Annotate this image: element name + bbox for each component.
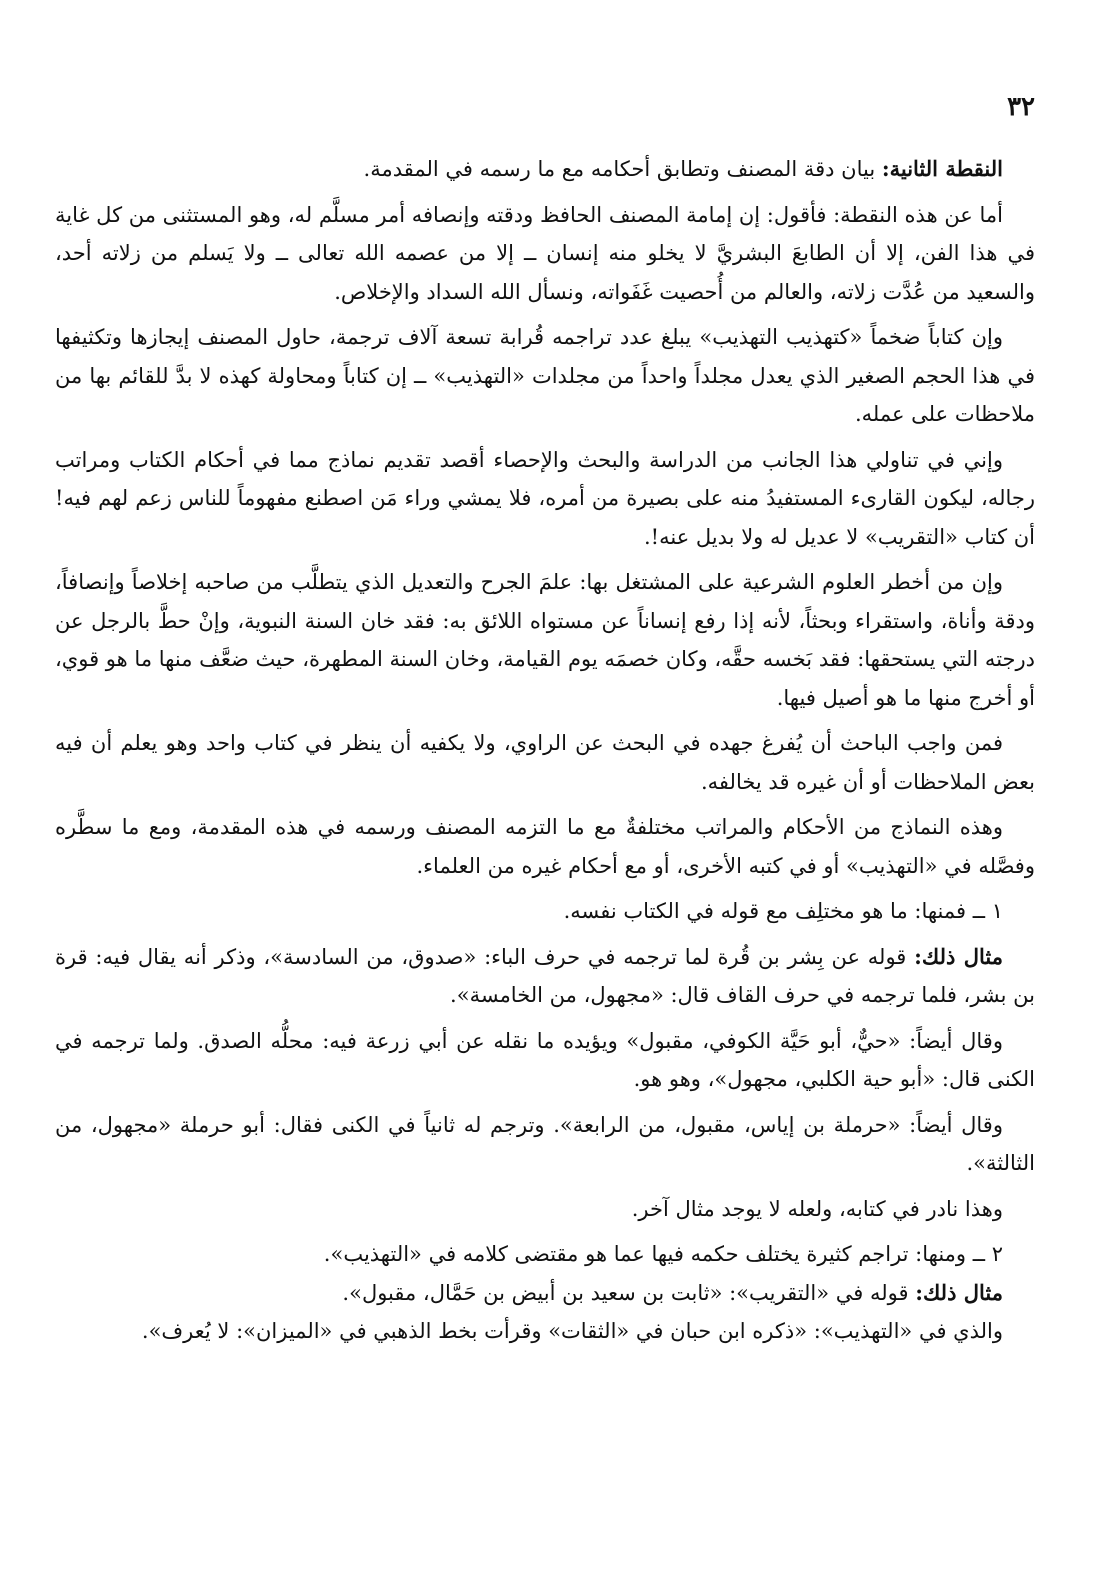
paragraph-text: أما عن هذه النقطة: فأقول: إن إمامة المصنف الحافظ ودقته وإنصافه أمر مسلَّم له، وهو المستثنى من كل غاية في هذا الفن، إلا أن الطابعَ البشريَّ لا يخلو منه إنسان ــ إلا من عصمه الله تعالى ــ ولا يَسلم من زلاته أحد، والسعيد من عُدَّت زلاته، والعالم من أُحصيت غَفَواته، ونسأل الله السداد والإخلاص. <box>55 202 1035 304</box>
paragraph-text: فمن واجب الباحث أن يُفرغ جهده في البحث عن الراوي، ولا يكفيه أن ينظر في كتاب واحد وهو يعلم أن فيه بعض الملاحظات أو أن غيره قد يخالفه. <box>55 731 1035 794</box>
paragraph-text: وقال أيضاً: «حيٌّ، أبو حَيَّة الكوفي، مقبول» ويؤيده ما نقله عن أبي زرعة فيه: محلُّه الصدق. ولما ترجمه في الكنى قال: «أبو حية الكلبي، مجهول»، وهو هو. <box>55 1028 1035 1091</box>
example-paragraph <box>55 1274 1035 1313</box>
paragraph-text: ٢ ــ ومنها: تراجم كثيرة يختلف حكمه فيها عما هو مقتضى كلامه في «التهذيب». <box>323 1242 1003 1266</box>
paragraph <box>55 1190 1035 1229</box>
list-item-1 <box>55 892 1035 931</box>
paragraph <box>55 1312 1035 1351</box>
paragraph <box>55 318 1035 434</box>
paragraph-text: بيان دقة المصنف وتطابق أحكامه مع ما رسمه في المقدمة. <box>363 157 882 181</box>
paragraph <box>55 196 1035 312</box>
paragraph-text: وإني في تناولي هذا الجانب من الدراسة والبحث والإحصاء أقصد تقديم نماذج مما في أحكام الكتاب ومراتب رجاله، ليكون القارىء المستفيدُ منه على بصيرة من أمره، فلا يمشي وراء مَن اصطنع مفهوماً للناس زعم لهم فيه! أن كتاب «التقريب» لا عديل له ولا بديل عنه!. <box>55 447 1035 549</box>
paragraph-text: قوله في «التقريب»: «ثابت بن سعيد بن أبيض بن حَمَّال، مقبول». <box>342 1280 916 1305</box>
example-paragraph <box>55 938 1035 1015</box>
paragraph <box>55 1022 1035 1099</box>
paragraph-text: وهذا نادر في كتابه، ولعله لا يوجد مثال آخر. <box>631 1196 1003 1221</box>
example-lead: مثال ذلك: <box>914 943 1003 969</box>
list-item-2 <box>55 1235 1035 1274</box>
page-body <box>55 150 1035 1358</box>
page-number: ٣٢ <box>1007 92 1035 122</box>
paragraph <box>55 563 1035 717</box>
paragraph <box>55 808 1035 885</box>
paragraph-text: وإن كتاباً ضخماً «كتهذيب التهذيب» يبلغ عدد تراجمه قُرابة تسعة آلاف ترجمة، حاول المصنف إيجازها وتكثيفها في هذا الحجم الصغير الذي يعدل مجلداً واحداً من مجلدات «التهذيب» ــ إن كتاباً ومحاولة كهذه لا بدَّ للقائم بها من ملاحظات على عمله. <box>55 325 1035 426</box>
paragraph-text: ١ ــ فمنها: ما هو مختلِف مع قوله في الكتاب نفسه. <box>563 899 1003 923</box>
section-heading: النقطة الثانية: <box>881 156 1003 181</box>
paragraph-text: والذي في «التهذيب»: «ذكره ابن حبان في «الثقات» وقرأت بخط الذهبي في «الميزان»: لا يُعرف». <box>141 1319 1003 1343</box>
paragraph-text: وهذه النماذج من الأحكام والمراتب مختلفةٌ مع ما التزمه المصنف ورسمه في هذه المقدمة، ومع ما سطَّره وفصَّله في «التهذيب» أو في كتبه الأخرى، أو مع أحكام غيره من العلماء. <box>55 815 1035 878</box>
paragraph-second-point <box>55 150 1035 189</box>
paragraph <box>55 724 1035 801</box>
paragraph-text: وقال أيضاً: «حرملة بن إياس، مقبول، من الرابعة». وترجم له ثانياً في الكنى فقال: أبو حرملة «مجهول، من الثالثة». <box>55 1112 1035 1175</box>
example-lead: مثال ذلك: <box>915 1279 1003 1305</box>
paragraph <box>55 1106 1035 1183</box>
paragraph <box>55 441 1035 557</box>
paragraph-text: وإن من أخطر العلوم الشرعية على المشتغل بها: علمَ الجرح والتعديل الذي يتطلَّب من صاحبه إخلاصاً وإنصافاً، ودقة وأناة، واستقراء وبحثاً، لأنه إذا رفع إنساناً عن مستواه اللائق به: فقد خان السنة النبوية، وإنْ حطَّ بالرجل عن درجته التي يستحقها: فقد بَخسه حقَّه، وكان خصمَه يوم القيامة، وخان السنة المطهرة، حيث ضعَّف منها ما هو قوي، أو أخرج منها ما هو أصيل فيها. <box>55 570 1035 710</box>
paragraph-text: قوله عن بِشر بن قُرة لما ترجمه في حرف الباء: «صدوق، من السادسة»، وذكر أنه يقال فيه: قرة بن بشر، فلما ترجمه في حرف القاف قال: «مجهول، من الخامسة». <box>55 944 1035 1007</box>
